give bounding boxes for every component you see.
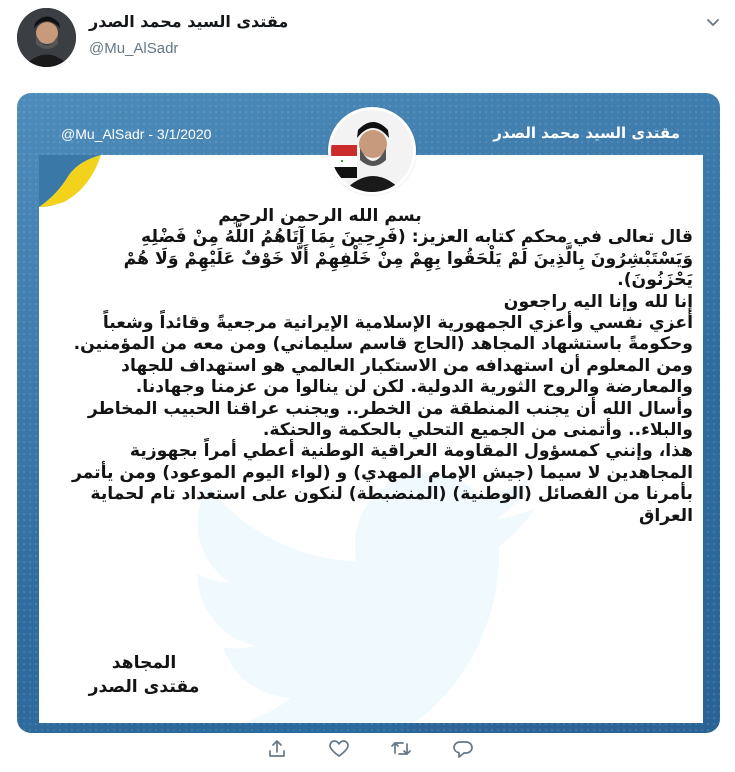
- reply-icon[interactable]: [452, 738, 474, 760]
- card-handle-date: @Mu_AlSadr - 3/1/2020: [61, 126, 212, 142]
- signature-name: مقتدى الصدر: [88, 677, 200, 697]
- statement-text: [57, 206, 693, 527]
- author-avatar[interactable]: [17, 8, 76, 67]
- signature-title: المجاهد: [111, 653, 177, 673]
- share-icon[interactable]: [266, 738, 288, 760]
- author-name[interactable]: مقتدى السيد محمد الصدر: [89, 12, 289, 31]
- tweet-action-bar: [0, 734, 735, 772]
- bismillah-line: بسم الله الرحمن الرحيم: [218, 206, 422, 226]
- signature-block: [79, 651, 209, 699]
- author-handle[interactable]: @Mu_AlSadr: [89, 40, 179, 57]
- statement-paragraph: ومن المعلوم أن استهدافه من الاستكبار العالمي هو استهداف للجهاد والمعارضة والروح الثورية الدولية. لكن لن ينالوا من عزمنا وجهادنا.: [121, 355, 693, 398]
- statement-paragraph: هذا، وإنني كمسؤول المقاومة العراقية الوطنية أعطي أمراً بجهوزية المجاهدين لا سيما (جيش الإمام المهدي) و (لواء اليوم الموعود) ومن يأتمر بأمرنا من الفصائل (الوطنية) (المنضبطة) لنكون على استعداد تام لحماية العراق: [71, 441, 693, 526]
- page-fold-decoration: [39, 155, 101, 207]
- retweet-icon[interactable]: [390, 738, 412, 760]
- card-author-name: مقتدى السيد محمد الصدر: [493, 124, 680, 142]
- chevron-down-icon[interactable]: [703, 12, 723, 32]
- heart-icon[interactable]: [328, 738, 350, 760]
- card-avatar: [328, 107, 416, 195]
- statement-paragraph: وأسال الله أن يجنب المنطقة من الخطر.. ويجنب عراقنا الحبيب المخاطر والبلاء.. وأتمنى من الجميع التحلي بالحكمة والحنكة.: [87, 398, 693, 441]
- tweet-header: [0, 0, 735, 90]
- statement-paragraph: أعزي نفسي وأعزي الجمهورية الإسلامية الإيرانية مرجعيةً وقائداً وشعباً وحكومةً باستشهاد المجاهد (الحاج قاسم سليماني) ومن معه من المؤمنين.: [73, 313, 693, 355]
- statement-paragraph: إنا لله وإنا اليه راجعون: [503, 291, 693, 312]
- statement-paragraph: قال تعالى في محكم كتابه العزيز: (فَرِحِينَ بِمَا آتَاهُمُ اللَّهُ مِنْ فَضْلِهِ وَيَسْتَبْشِرُونَ بِالَّذِينَ لَمْ يَلْحَقُوا بِهِمْ مِنْ خَلْفِهِمْ أَلَّا خَوْفٌ عَلَيْهِمْ وَلَا هُمْ يَحْزَنُونَ).: [123, 227, 693, 291]
- statement-image[interactable]: [17, 93, 720, 733]
